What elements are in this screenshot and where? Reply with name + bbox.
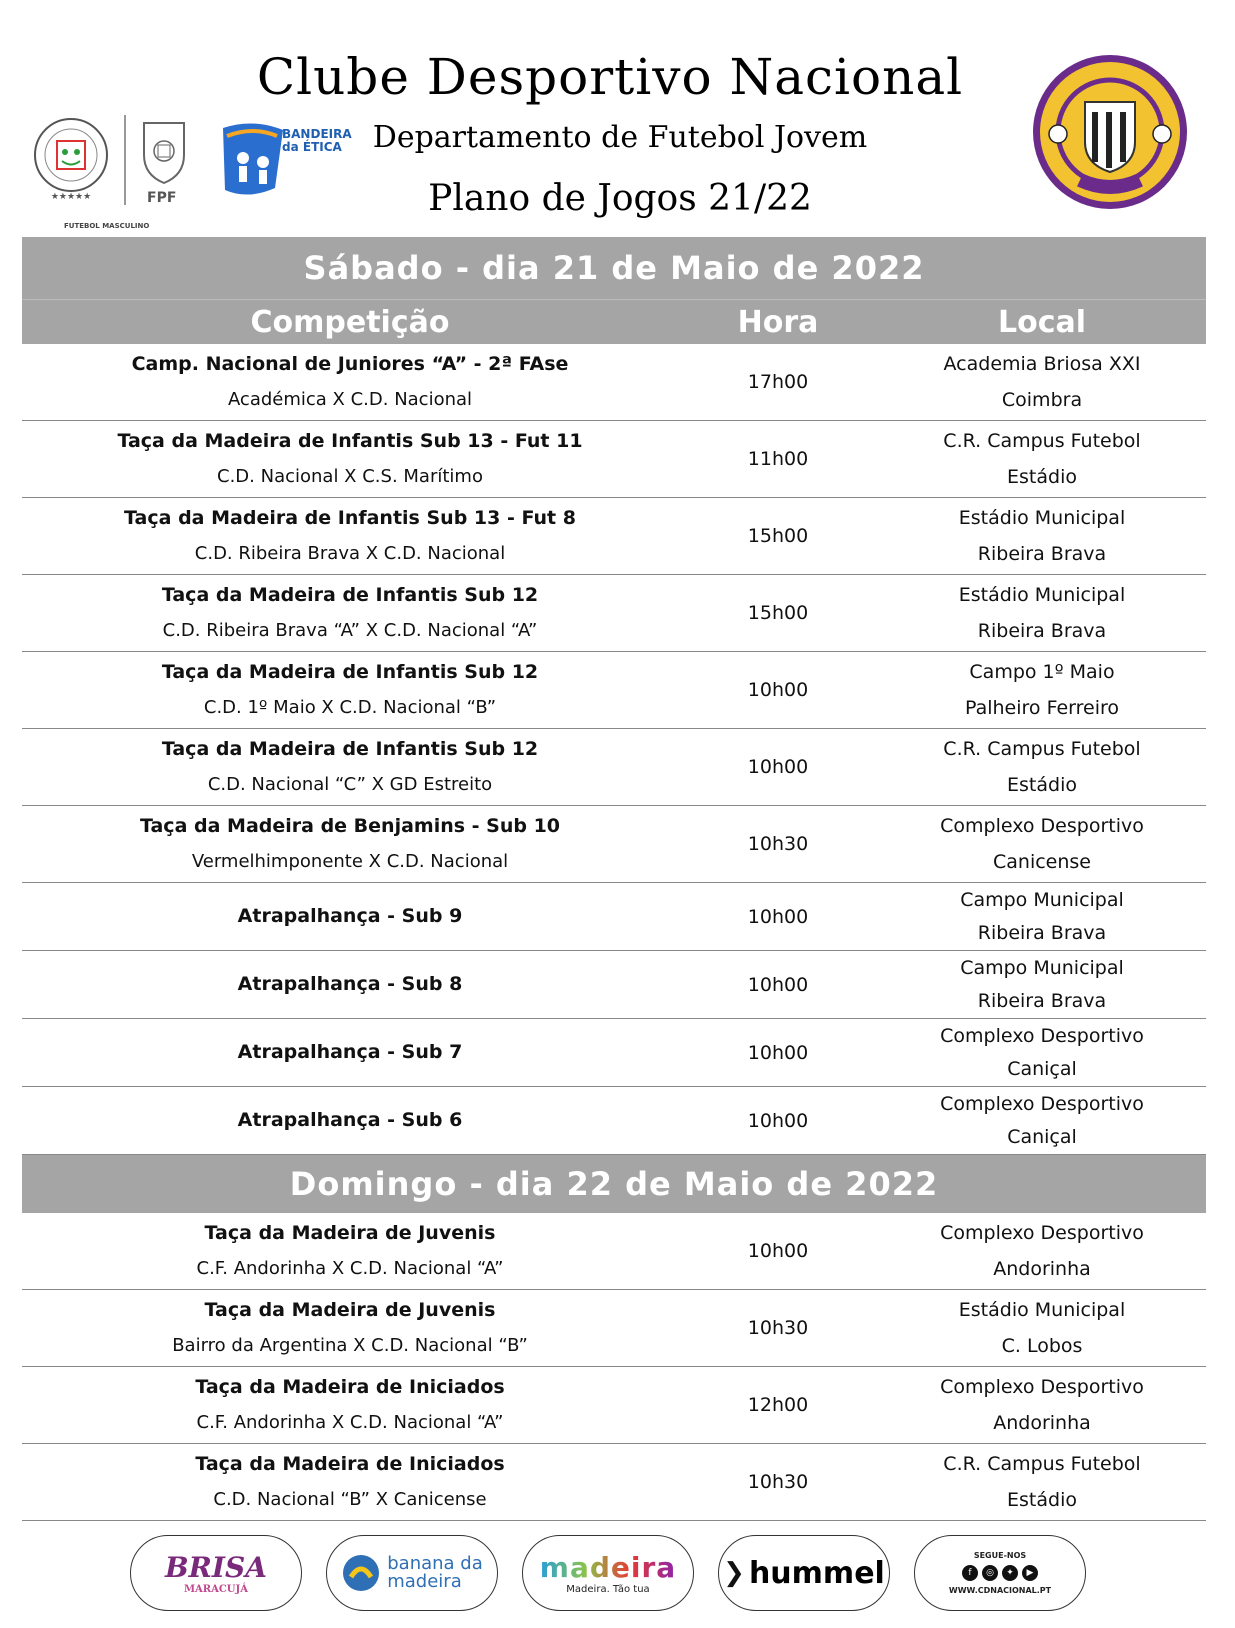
local-cell (878, 1444, 1206, 1520)
competition-name: Taça da Madeira de Juvenis (204, 1222, 496, 1244)
twitter-icon[interactable]: ✦ (1002, 1565, 1018, 1581)
saturday-games (22, 344, 1206, 1155)
match-teams: Bairro da Argentina X C.D. Nacional “B” (172, 1335, 528, 1356)
competition-name: Taça da Madeira de Iniciados (195, 1453, 505, 1475)
venue-line: C.R. Campus Futebol (943, 738, 1141, 760)
table-row (22, 1019, 1206, 1087)
hour-cell: 10h00 (747, 973, 809, 996)
venue-line: Palheiro Ferreiro (964, 697, 1120, 719)
table-row (22, 883, 1206, 951)
venue-line: Complexo Desportivo (940, 1222, 1144, 1244)
competition-name: Atrapalhança - Sub 9 (237, 905, 463, 927)
banana-line2: madeira (387, 1571, 462, 1592)
etica-label (282, 128, 352, 154)
competition-cell (22, 1444, 678, 1520)
venue-line: Complexo Desportivo (940, 1092, 1144, 1115)
match-teams: C.D. Nacional “B” X Canicense (213, 1489, 487, 1510)
competition-name: Taça da Madeira de Infantis Sub 13 - Fut 11 (117, 430, 583, 452)
brisa-logo-text: BRISA (165, 1551, 267, 1584)
venue-line: Estádio (1007, 466, 1077, 488)
plan-title: Plano de Jogos 21/22 (428, 178, 812, 219)
sponsor-hummel[interactable] (718, 1535, 890, 1611)
social-links[interactable] (914, 1535, 1086, 1611)
competition-name: Taça da Madeira de Infantis Sub 13 - Fut 8 (124, 507, 576, 529)
competition-name: Taça da Madeira de Infantis Sub 12 (161, 738, 539, 760)
match-teams: C.D. Ribeira Brava “A” X C.D. Nacional “A” (162, 620, 538, 641)
table-row (22, 1444, 1206, 1521)
competition-cell (22, 806, 678, 882)
venue-line: Ribeira Brava (977, 921, 1107, 944)
competition-cell (22, 729, 678, 805)
competition-cell (22, 652, 678, 728)
venue-line: Estádio (1007, 774, 1077, 796)
local-cell (878, 421, 1206, 497)
table-row (22, 951, 1206, 1019)
sunday-header: Domingo - dia 22 de Maio de 2022 (22, 1155, 1206, 1213)
competition-cell (22, 1019, 678, 1086)
match-teams: C.D. 1º Maio X C.D. Nacional “B” (203, 697, 497, 718)
venue-line: Academia Briosa XXI (943, 353, 1141, 375)
banana-line1: banana da (387, 1553, 483, 1574)
brisa-sub: MARACUJÁ (183, 1584, 249, 1595)
table-row (22, 421, 1206, 498)
sponsor-banana-madeira[interactable] (326, 1535, 498, 1611)
competition-cell (22, 1087, 678, 1154)
venue-line: Complexo Desportivo (940, 815, 1144, 837)
venue-line: Complexo Desportivo (940, 1376, 1144, 1398)
madeira-sub: Madeira. Tão tua (566, 1584, 650, 1595)
venue-line: Canicense (993, 851, 1091, 873)
competition-cell (22, 1290, 678, 1366)
social-title: SEGUE-NOS (973, 1551, 1027, 1560)
youtube-icon[interactable]: ▶ (1022, 1565, 1038, 1581)
hour-cell: 11h00 (747, 448, 809, 470)
column-competition: Competição (250, 304, 450, 340)
local-cell (878, 575, 1206, 651)
match-teams: C.F. Andorinha X C.D. Nacional “A” (196, 1412, 504, 1433)
local-cell (878, 498, 1206, 574)
bandeira-etica-logo (213, 118, 293, 203)
venue-line: Estádio Municipal (958, 507, 1126, 529)
match-teams: C.F. Andorinha X C.D. Nacional “A” (196, 1258, 504, 1279)
sponsor-madeira[interactable] (522, 1535, 694, 1611)
competition-cell (22, 1367, 678, 1443)
hour-cell: 10h00 (747, 756, 809, 778)
competition-cell (22, 421, 678, 497)
match-teams: C.D. Nacional “C” X GD Estreito (207, 774, 493, 795)
instagram-icon[interactable]: ◎ (982, 1565, 998, 1581)
venue-line: Caniçal (1007, 1125, 1077, 1148)
hour-cell: 10h00 (747, 1240, 809, 1262)
competition-name: Taça da Madeira de Benjamins - Sub 10 (139, 815, 561, 837)
hour-cell: 15h00 (747, 602, 809, 624)
venue-line: Caniçal (1007, 1057, 1077, 1080)
games-table (22, 237, 1206, 1521)
local-cell (878, 344, 1206, 420)
competition-name: Taça da Madeira de Infantis Sub 12 (161, 661, 539, 683)
page-header (0, 0, 1235, 236)
sunday-games (22, 1213, 1206, 1521)
venue-line: Campo Municipal (960, 888, 1124, 911)
hour-cell: 15h00 (747, 525, 809, 547)
match-teams: Vermelhimponente X C.D. Nacional (191, 851, 509, 872)
venue-line: Andorinha (993, 1412, 1091, 1434)
table-row (22, 575, 1206, 652)
venue-line: Estádio Municipal (958, 584, 1126, 606)
hour-cell: 10h00 (747, 679, 809, 701)
hour-cell: 17h00 (747, 371, 809, 393)
match-teams: C.D. Nacional X C.S. Marítimo (217, 466, 483, 487)
competition-cell (22, 1213, 678, 1289)
competition-name: Atrapalhança - Sub 6 (237, 1109, 463, 1131)
column-local: Local (997, 304, 1087, 340)
venue-line: Campo Municipal (960, 956, 1124, 979)
fpf-label: FPF (147, 190, 177, 206)
hour-cell: 10h30 (747, 1317, 809, 1339)
local-cell (878, 1367, 1206, 1443)
table-row (22, 344, 1206, 421)
local-cell (878, 729, 1206, 805)
department-title: Departamento de Futebol Jovem (372, 120, 868, 155)
madeira-logo-text: madeira (539, 1551, 677, 1584)
table-row (22, 652, 1206, 729)
table-row (22, 1087, 1206, 1155)
svg-text:★★★★★: ★★★★★ (50, 192, 92, 202)
local-cell (878, 806, 1206, 882)
hummel-logo-text: hummel (748, 1555, 885, 1591)
logo-divider (124, 115, 126, 205)
table-row (22, 729, 1206, 806)
local-cell (878, 1290, 1206, 1366)
hour-cell: 10h30 (747, 1471, 809, 1493)
local-cell (878, 652, 1206, 728)
competition-cell (22, 344, 678, 420)
local-cell (878, 1213, 1206, 1289)
sponsor-brisa[interactable] (130, 1535, 302, 1611)
competition-name: Atrapalhança - Sub 8 (237, 973, 463, 995)
facebook-icon[interactable]: f (962, 1565, 978, 1581)
column-headers (22, 299, 1206, 344)
venue-line: Coimbra (1001, 389, 1083, 411)
venue-line: C.R. Campus Futebol (943, 430, 1141, 452)
match-teams: C.D. Ribeira Brava X C.D. Nacional (194, 543, 506, 564)
venue-line: Ribeira Brava (977, 543, 1107, 565)
competition-name: Camp. Nacional de Juniores “A” - 2ª FAse (131, 353, 569, 375)
social-icons (962, 1565, 1038, 1581)
sponsors-bar (0, 1535, 1235, 1615)
venue-line: C.R. Campus Futebol (943, 1453, 1141, 1475)
banana-icon (341, 1553, 381, 1593)
competition-name: Taça da Madeira de Juvenis (204, 1299, 496, 1321)
column-hour: Hora (737, 304, 819, 340)
table-row (22, 1213, 1206, 1290)
competition-name: Atrapalhança - Sub 7 (237, 1041, 463, 1063)
club-name: Clube Desportivo Nacional (256, 48, 964, 106)
competition-cell (22, 883, 678, 950)
hour-cell: 10h00 (747, 1109, 809, 1132)
table-row (22, 806, 1206, 883)
local-cell (878, 1087, 1206, 1154)
venue-line: Estádio (1007, 1489, 1077, 1511)
table-row (22, 1367, 1206, 1444)
match-teams: Académica X C.D. Nacional (227, 389, 473, 410)
hummel-chevron-icon: ❯ (723, 1558, 745, 1588)
hour-cell: 10h30 (747, 833, 809, 855)
competition-cell (22, 575, 678, 651)
cert-caption: FUTEBOL MASCULINO (64, 222, 150, 230)
venue-line: Campo 1º Maio (969, 661, 1115, 683)
banana-text (387, 1555, 483, 1591)
table-row (22, 498, 1206, 575)
venue-line: C. Lobos (1001, 1335, 1083, 1357)
venue-line: Ribeira Brava (977, 620, 1107, 642)
hour-cell: 12h00 (747, 1394, 809, 1416)
competition-cell (22, 951, 678, 1018)
venue-line: Andorinha (993, 1258, 1091, 1280)
competition-cell (22, 498, 678, 574)
hour-cell: 10h00 (747, 1041, 809, 1064)
venue-line: Estádio Municipal (958, 1299, 1126, 1321)
venue-line: Ribeira Brava (977, 989, 1107, 1012)
venue-line: Complexo Desportivo (940, 1024, 1144, 1047)
etica-line2: da ÉTICA (282, 140, 342, 154)
certified-entity-logo (30, 115, 112, 205)
etica-line1: BANDEIRA (282, 127, 352, 141)
cd-nacional-crest (1030, 52, 1190, 212)
competition-name: Taça da Madeira de Iniciados (195, 1376, 505, 1398)
local-cell (878, 883, 1206, 950)
local-cell (878, 1019, 1206, 1086)
local-cell (878, 951, 1206, 1018)
social-url[interactable]: WWW.CDNACIONAL.PT (948, 1586, 1052, 1595)
saturday-header: Sábado - dia 21 de Maio de 2022 (22, 237, 1206, 299)
competition-name: Taça da Madeira de Infantis Sub 12 (161, 584, 539, 606)
table-row (22, 1290, 1206, 1367)
hour-cell: 10h00 (747, 905, 809, 928)
